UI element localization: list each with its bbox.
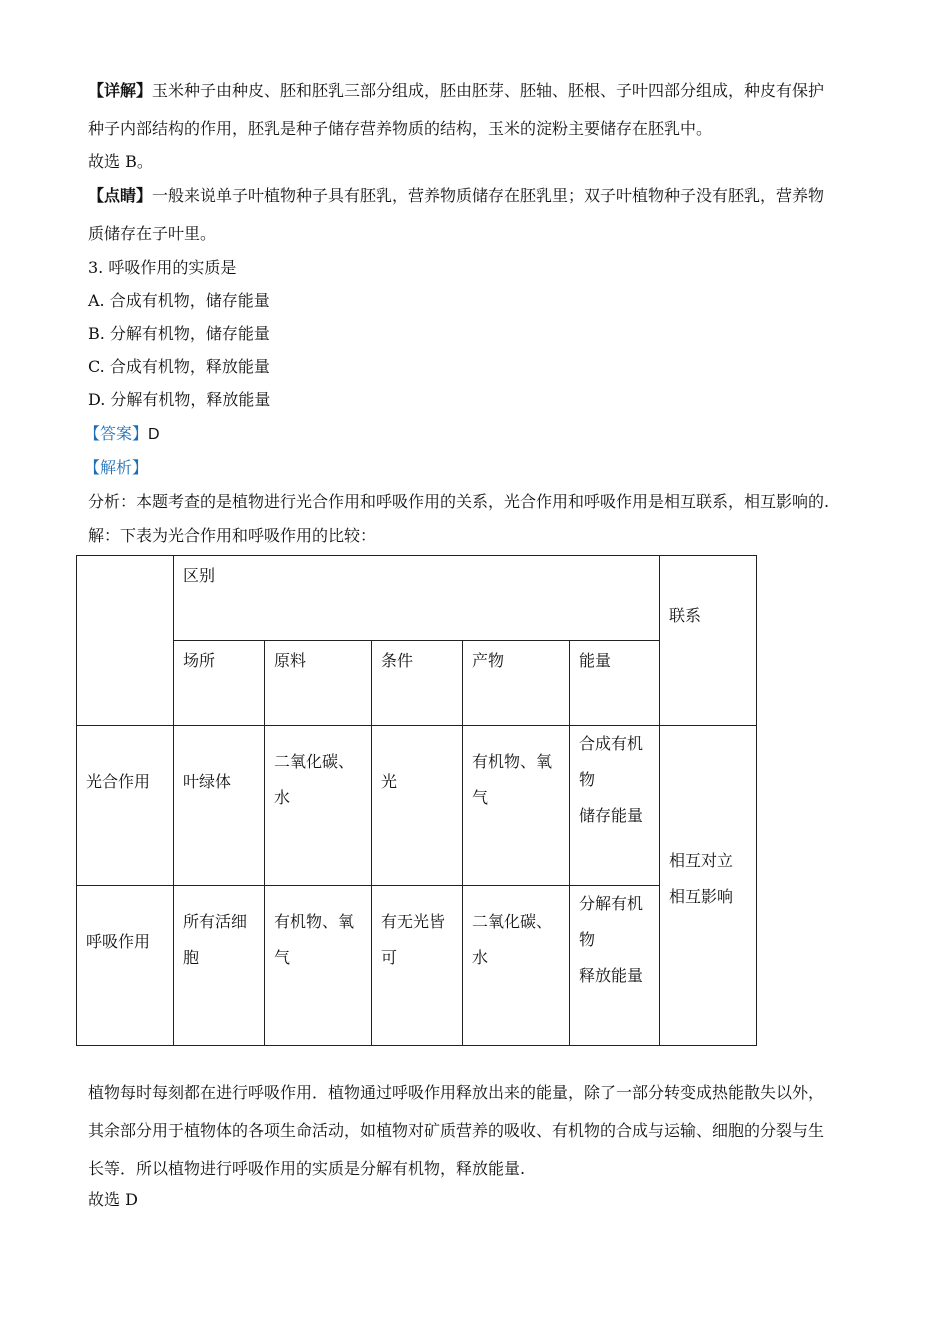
conclusion-line-2: 其余部分用于植物体的各项生命活动，如植物对矿质营养的吸收、有机物的合成与运输、细胞的分裂与生 bbox=[88, 1121, 825, 1140]
row2-product-l2: 水 bbox=[472, 948, 489, 967]
row2-energy-l2: 物 bbox=[579, 930, 596, 949]
row2-condition bbox=[372, 886, 463, 1046]
row2-product bbox=[463, 886, 570, 1046]
row1-product bbox=[463, 726, 570, 886]
row1-material-l1: 二氧化碳、 bbox=[274, 752, 355, 771]
row2-material-l2: 气 bbox=[274, 948, 291, 967]
detail-paragraph bbox=[88, 81, 824, 101]
row1-name: 光合作用 bbox=[77, 726, 174, 886]
option-d: D. 分解有机物，释放能量 bbox=[88, 390, 271, 409]
tip-tag: 【点睛】 bbox=[88, 186, 153, 205]
col-product: 产物 bbox=[463, 641, 570, 726]
row1-energy-l2: 物 bbox=[579, 770, 596, 789]
conclusion-line-3: 长等．所以植物进行呼吸作用的实质是分解有机物，释放能量. bbox=[88, 1159, 526, 1178]
tip-line-1: 一般来说单子叶植物种子具有胚乳，营养物质储存在胚乳里；双子叶植物种子没有胚乳，营养物 bbox=[152, 186, 825, 205]
row1-material-l2: 水 bbox=[274, 788, 291, 807]
analysis-line-1: 分析：本题考查的是植物进行光合作用和呼吸作用的关系，光合作用和呼吸作用是相互联系，相互影响的. bbox=[88, 492, 830, 511]
row1-product-l2: 气 bbox=[472, 788, 489, 807]
relation-l2: 相互影响 bbox=[669, 886, 734, 906]
row2-condition-l1: 有无光皆 bbox=[381, 912, 446, 931]
row2-product-l1: 二氧化碳、 bbox=[472, 912, 553, 931]
col-energy: 能量 bbox=[570, 641, 660, 726]
answer-line bbox=[84, 424, 160, 445]
choose-b: 故选 B。 bbox=[88, 152, 153, 171]
col-place: 场所 bbox=[174, 641, 265, 726]
detail-line-2: 种子内部结构的作用，胚乳是种子储存营养物质的结构，玉米的淀粉主要储存在胚乳中。 bbox=[88, 119, 713, 138]
answer-tag: 【答案】 bbox=[84, 424, 149, 443]
col-condition: 条件 bbox=[372, 641, 463, 726]
question-stem: 3. 呼吸作用的实质是 bbox=[88, 258, 237, 277]
row2-place bbox=[174, 886, 265, 1046]
row1-condition: 光 bbox=[372, 726, 463, 886]
relation-cell bbox=[660, 726, 757, 1046]
row1-place: 叶绿体 bbox=[174, 726, 265, 886]
row2-condition-l2: 可 bbox=[381, 948, 398, 967]
table-corner-cell bbox=[77, 556, 174, 726]
option-c: C. 合成有机物，释放能量 bbox=[88, 357, 270, 376]
row2-name: 呼吸作用 bbox=[77, 886, 174, 1046]
table-row-photosynthesis bbox=[77, 726, 757, 886]
row1-energy-l1: 合成有机 bbox=[579, 734, 644, 753]
tip-paragraph bbox=[88, 186, 824, 206]
row2-place-l2: 胞 bbox=[183, 948, 200, 967]
option-b: B. 分解有机物，储存能量 bbox=[88, 324, 270, 343]
analysis-tag-text: 【解析】 bbox=[84, 458, 149, 477]
row2-place-l1: 所有活细 bbox=[183, 912, 248, 931]
option-a: A. 合成有机物，储存能量 bbox=[88, 291, 270, 310]
row2-energy-l1: 分解有机 bbox=[579, 894, 644, 913]
row1-product-l1: 有机物、氧 bbox=[472, 752, 553, 771]
choose-d: 故选 D bbox=[88, 1190, 138, 1209]
analysis-line-2: 解：下表为光合作用和呼吸作用的比较： bbox=[88, 526, 377, 545]
tip-line-2: 质储存在子叶里。 bbox=[88, 224, 217, 243]
row2-material bbox=[265, 886, 372, 1046]
relation-l1: 相互对立 bbox=[669, 850, 734, 870]
row1-energy-l3: 储存能量 bbox=[579, 806, 644, 825]
header-diff: 区别 bbox=[174, 556, 660, 641]
row2-energy bbox=[570, 886, 660, 1046]
comparison-table bbox=[76, 555, 757, 1046]
conclusion-line-1: 植物每时每刻都在进行呼吸作用．植物通过呼吸作用释放出来的能量，除了一部分转变成热能散失以外， bbox=[88, 1083, 825, 1102]
row1-energy bbox=[570, 726, 660, 886]
answer-value: D bbox=[148, 426, 160, 443]
header-link: 联系 bbox=[660, 556, 757, 726]
row2-energy-l3: 释放能量 bbox=[579, 966, 644, 985]
detail-line-1: 玉米种子由种皮、胚和胚乳三部分组成，胚由胚芽、胚轴、胚根、子叶四部分组成，种皮有保护 bbox=[152, 81, 825, 100]
col-material: 原料 bbox=[265, 641, 372, 726]
table-row-respiration bbox=[77, 886, 757, 1046]
detail-tag: 【详解】 bbox=[88, 81, 153, 100]
row1-material bbox=[265, 726, 372, 886]
row2-material-l1: 有机物、氧 bbox=[274, 912, 355, 931]
analysis-tag bbox=[84, 458, 148, 478]
